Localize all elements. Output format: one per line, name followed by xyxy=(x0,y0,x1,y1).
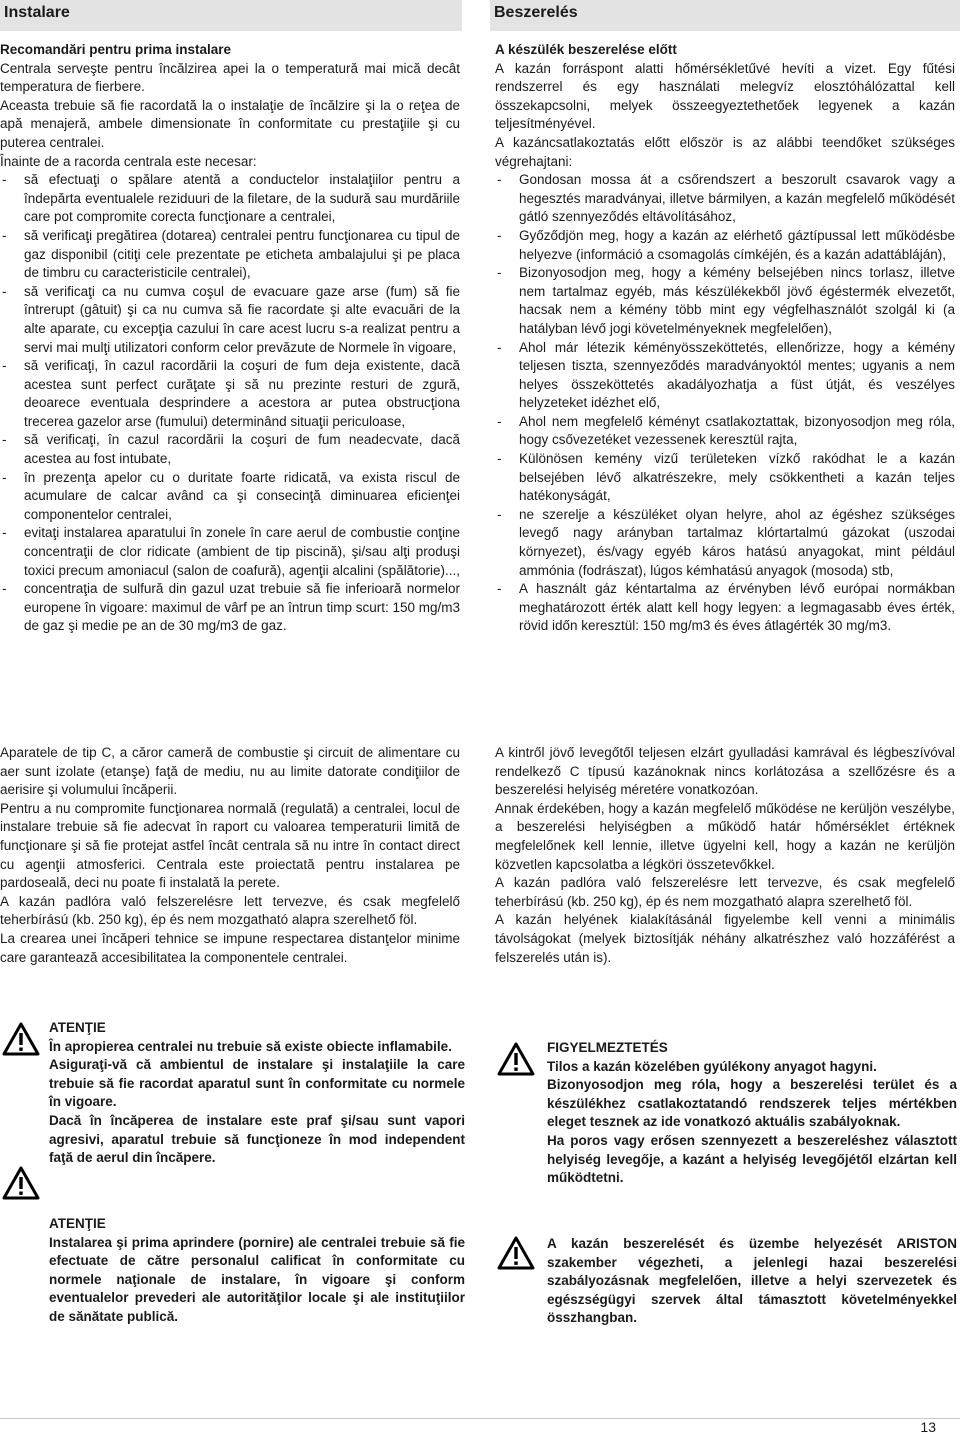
section-header-beszereles: Beszerelés xyxy=(490,0,960,31)
list-item: - Ahol már létezik kéményösszeköttetés, ellenőrizze, hogy a kémény teljesen tiszta, szennyeződés maradványoktól mentes; ugyanis a nem helyes összeköttetés akadályozhatja a füst útját, és veszélyes helyzeteket idézhet elő, xyxy=(495,339,955,413)
list-item: - A használt gáz kéntartalma az érvényben lévő európai normákban meghatározott érték alatt kell hogy legyen: a legmagasabb éves érték, rövid időn keresztül: 150 mg/m3 és éves átlagérték 30 mg/m3. xyxy=(495,580,955,636)
warning-line: În apropierea centralei nu trebuie să existe obiecte inflamabile. xyxy=(49,1038,452,1054)
list-item: - Bizonyosodjon meg, hogy a kémény belsejében nincs torlasz, illetve nem tartalmaz egyéb, más készülékekből jövő égéstermék elvezetőt, hacsak nem a kémény több mint egy végfelhasználót szolgál ki (a hatályban lévő jogi követelményeknek megfelelően), xyxy=(495,264,955,338)
list-item: - să efectuaţi o spălare atentă a conductelor instalaţiilor pentru a îndepărta eventualele reziduuri de la filetare, de la sudură sau murdăriile care pot compromite corecta funcţionare a centralei, xyxy=(0,171,460,227)
right-intro-2: A kazáncsatlakoztatás előtt először is az alábbi teendőket szükséges végrehajtani: xyxy=(495,134,955,169)
warning-triangle-icon xyxy=(497,1042,535,1076)
list-item: - evitaţi instalarea aparatului în zonele în care aerul de combustie conţine concentraţii de clor ridicate (ambient de tip piscină), şi/sau alţi produşi toxici precum amoniacul (salon de coafură), agenţii alcalini (spălătorie)..., xyxy=(0,524,460,580)
left-para2-1: Aparatele de tip C, a căror cameră de combustie şi circuit de alimentare cu aer sunt izolate (etanşe) faţă de mediu, nu au limite datorate condiţiilor de aerisire şi volumului încăperii. xyxy=(0,745,460,798)
left-checklist xyxy=(0,171,460,636)
right-para2-2: Annak érdekében, hogy a kazán megfelelő működése ne kerüljön veszélybe, a beszerelési helyiségben a működő határ hőmérséklet értéknek megfelelőnek kell lennie, illetve ügyelni kell, hogy a kazán ne kerüljön közvetlen kapcsolatba a légköri összetevőkkel. xyxy=(495,800,955,872)
warning-triangle-icon xyxy=(2,1022,40,1056)
list-item: - în prezenţa apelor cu o duritate foarte ridicată, va exista riscul de acumulare de calcar având ca şi consecinţă diminuarea eficienţei componentelor centralei, xyxy=(0,469,460,525)
right-warning-2 xyxy=(547,1235,957,1328)
left-para2-2: Pentru a nu compromite funcţionarea normală (regulată) a centralei, locul de instalare trebuie să fie adecvat în raport cu valoarea temperaturii limită de funcţionare şi să fie protejat astfel încât centrala să nu intre în contact direct cu agenţii atmosferici. Centrala este proiectată pentru instalarea pe pardoseală, deci nu poate fi instalată la perete. xyxy=(0,800,460,891)
warning-line: Dacă în încăperea de instalare este praf şi/sau sunt vapori agresivi, aparatul trebuie să funcţioneze în mod independent faţă de aerul din încăpere. xyxy=(49,1112,465,1166)
left-para2-3: A kazán padlóra való felszerelésre lett tervezve, és csak megfelelő teherbírású (kb. 250 kg), ép és nem mozgatható alapra szerelhető föl. xyxy=(0,893,460,928)
left-intro-1: Centrala serveşte pentru încălzirea apei la o temperatură mai mică decât temperatura de fierbere. xyxy=(0,60,460,95)
left-para2-4: La crearea unei încăperi tehnice se impune respectarea distanţelor minime care garantează accesibilitatea la componentele centralei. xyxy=(0,930,460,965)
list-item: - Gondosan mossa át a csőrendszert a beszorult csavarok vagy a hegesztés maradványai, illetve bármilyen, a kazán megfelelő működését gátló szennyeződés eltávolításához, xyxy=(495,171,955,227)
right-intro-1: A kazán forráspont alatti hőmérsékletűvé hevíti a vizet. Egy fűtési rendszerrel és egy használati melegvíz elosztóhálózattal kell összekapcsolni, melyek összeegyeztethetőek legyenek a kazán teljesítményével. xyxy=(495,60,955,132)
left-install-recommendations xyxy=(0,41,460,636)
warning-line: Ha poros vagy erősen szennyezett a beszereléshez választott helyiség levegője, a kazánt a helyiség levegőjétől elzártan kell működtetni. xyxy=(547,1132,957,1186)
warning-line: Instalarea şi prima aprindere (pornire) ale centralei trebuie să fie efectuate de către personalul calificat în conformitate cu normele naţionale de instalare, în vigoare şi conform eventualelor prevederi ale autorităţilor locale şi ale instituţiilor de sănătate publică. xyxy=(49,1234,465,1324)
warning-heading: ATENŢIE xyxy=(49,1020,106,1035)
warning-line: Tilos a kazán közelében gyúlékony anyagot hagyni. xyxy=(547,1058,877,1074)
left-warning-1 xyxy=(49,1019,465,1168)
right-para2-3: A kazán padlóra való felszerelésre lett tervezve, és csak megfelelő teherbírású (kb. 250 kg), ép és nem mozgatható alapra szerelhető föl. xyxy=(495,875,955,909)
warning-heading: ATENŢIE xyxy=(49,1216,106,1231)
list-item: - să verificaţi, în cazul racordării la coşuri de fum neadecvate, dacă acestea au fost intubate, xyxy=(0,431,460,468)
warning-line: A kazán beszerelését és üzembe helyezését ARISTON szakember végezheti, a jelenlegi hazai beszerelési szabályozásnak megfelelően, illetve a helyi szervezetek és egészségügyi szervek által támasztott követelményekkel összhangban. xyxy=(547,1236,957,1326)
left-room-requirements xyxy=(0,744,460,967)
warning-line: Asiguraţi-vă că ambientul de instalare şi instalaţiile la care trebuie să fie racordat aparatul sunt în conformitate cu normele în vigoare. xyxy=(49,1057,465,1110)
list-item: - Győződjön meg, hogy a kazán az elérhető gáztípussal lett működésbe helyezve (információ a csomagolás címkéjén, és a kazán adattábláján), xyxy=(495,227,955,264)
page-number: 13 xyxy=(920,1419,936,1435)
right-room-requirements xyxy=(495,744,955,967)
list-item: - să verificaţi, în cazul racordării la coşuri de fum deja existente, dacă acestea sunt perfect curăţate şi să nu prezinte resturi de zgură, deoarece eventuala desprindere a acestora ar putea obstrucţiona trecerea gazelor arse (fumului) determinând situaţii periculoase, xyxy=(0,357,460,431)
left-intro-3: Înainte de a racorda centrala este necesar: xyxy=(0,153,257,169)
right-para2-1: A kintről jövő levegőtől teljesen elzárt gyulladási kamrával és légbeszívóval rendelkező C típusú kazánoknak nincs korlátozása a szellőzésre és a beszerelési helyiség méretére vonatkozóan. xyxy=(495,745,955,798)
section-header-instalare: Instalare xyxy=(0,0,462,31)
right-title: A készülék beszerelése előtt xyxy=(495,42,677,57)
footer-divider xyxy=(0,1418,960,1419)
list-item: - concentraţia de sulfură din gazul uzat trebuie să fie inferioară normelor europene în vigoare: maximul de vârf pe an întrun timp scurt: 150 mg/m3 de gaz şi medie pe an de 30 mg/m3 de gaz. xyxy=(0,580,460,636)
list-item: - ne szerelje a készüléket olyan helyre, ahol az égéshez szükséges levegő nagy arányban tartalmaz klórtartalmú gázokat (uszodai környezet), és/vagy egyéb káros hatású anyagokat, mint például ammónia (fodrászat), lúgos kémhatású anyagok (mosoda) stb, xyxy=(495,506,955,580)
right-warning-1 xyxy=(547,1039,957,1188)
left-title: Recomandări pentru prima instalare xyxy=(0,42,232,57)
list-item: - Különösen kemény vizű területeken vízkő rakódhat le a kazán belsejében lévő alkatrészekre, mely csökkentheti a kazán teljes hatékonyságát, xyxy=(495,450,955,506)
list-item: - să verificaţi pregătirea (dotarea) centralei pentru funcţionarea cu tipul de gaz disponibil (citiţi cele prezentate pe eticheta ambalajului şi pe placa de timbru cu caracteristicile centralei), xyxy=(0,227,460,283)
warning-line: Bizonyosodjon meg róla, hogy a beszerelési terület és a készülékhez csatlakoztatandó rendszerek teljes mértékben eleget tesznek az ide vonatkozó aktuális szabályoknak. xyxy=(547,1077,957,1130)
left-warning-2 xyxy=(49,1215,465,1327)
warning-triangle-icon xyxy=(2,1166,40,1200)
right-checklist xyxy=(495,171,955,636)
list-item: - Ahol nem megfelelő kéményt csatlakoztattak, bizonyosodjon meg róla, hogy csővezetéket vezessenek keresztül rajta, xyxy=(495,413,955,450)
right-before-installation xyxy=(495,41,955,636)
right-para2-4: A kazán helyének kialakításánál figyelembe kell venni a minimális távolságokat (melyek biztosítják néhány alkatrészhez való hozzáférést a felszerelés után is). xyxy=(495,912,955,965)
left-intro-2: Aceasta trebuie să fie racordată la o instalaţie de încălzire şi la o reţea de apă menajeră, ambele dimensionate în conformitate cu prestaţiile şi cu puterea centralei. xyxy=(0,97,460,150)
warning-heading: FIGYELMEZTETÉS xyxy=(547,1040,668,1055)
list-item: - să verificaţi ca nu cumva coşul de evacuare gaze arse (fum) să fie întrerupt (gâtuit) şi ca nu cumva să fie racordate şi alte evacuări de la alte aparate, cu excepţia cazului în care acest lucru s-a realizat pentru a servi mai mulţi utilizatori conform celor prevăzute de Normele în vigoare, xyxy=(0,283,460,357)
warning-triangle-icon xyxy=(497,1236,535,1270)
